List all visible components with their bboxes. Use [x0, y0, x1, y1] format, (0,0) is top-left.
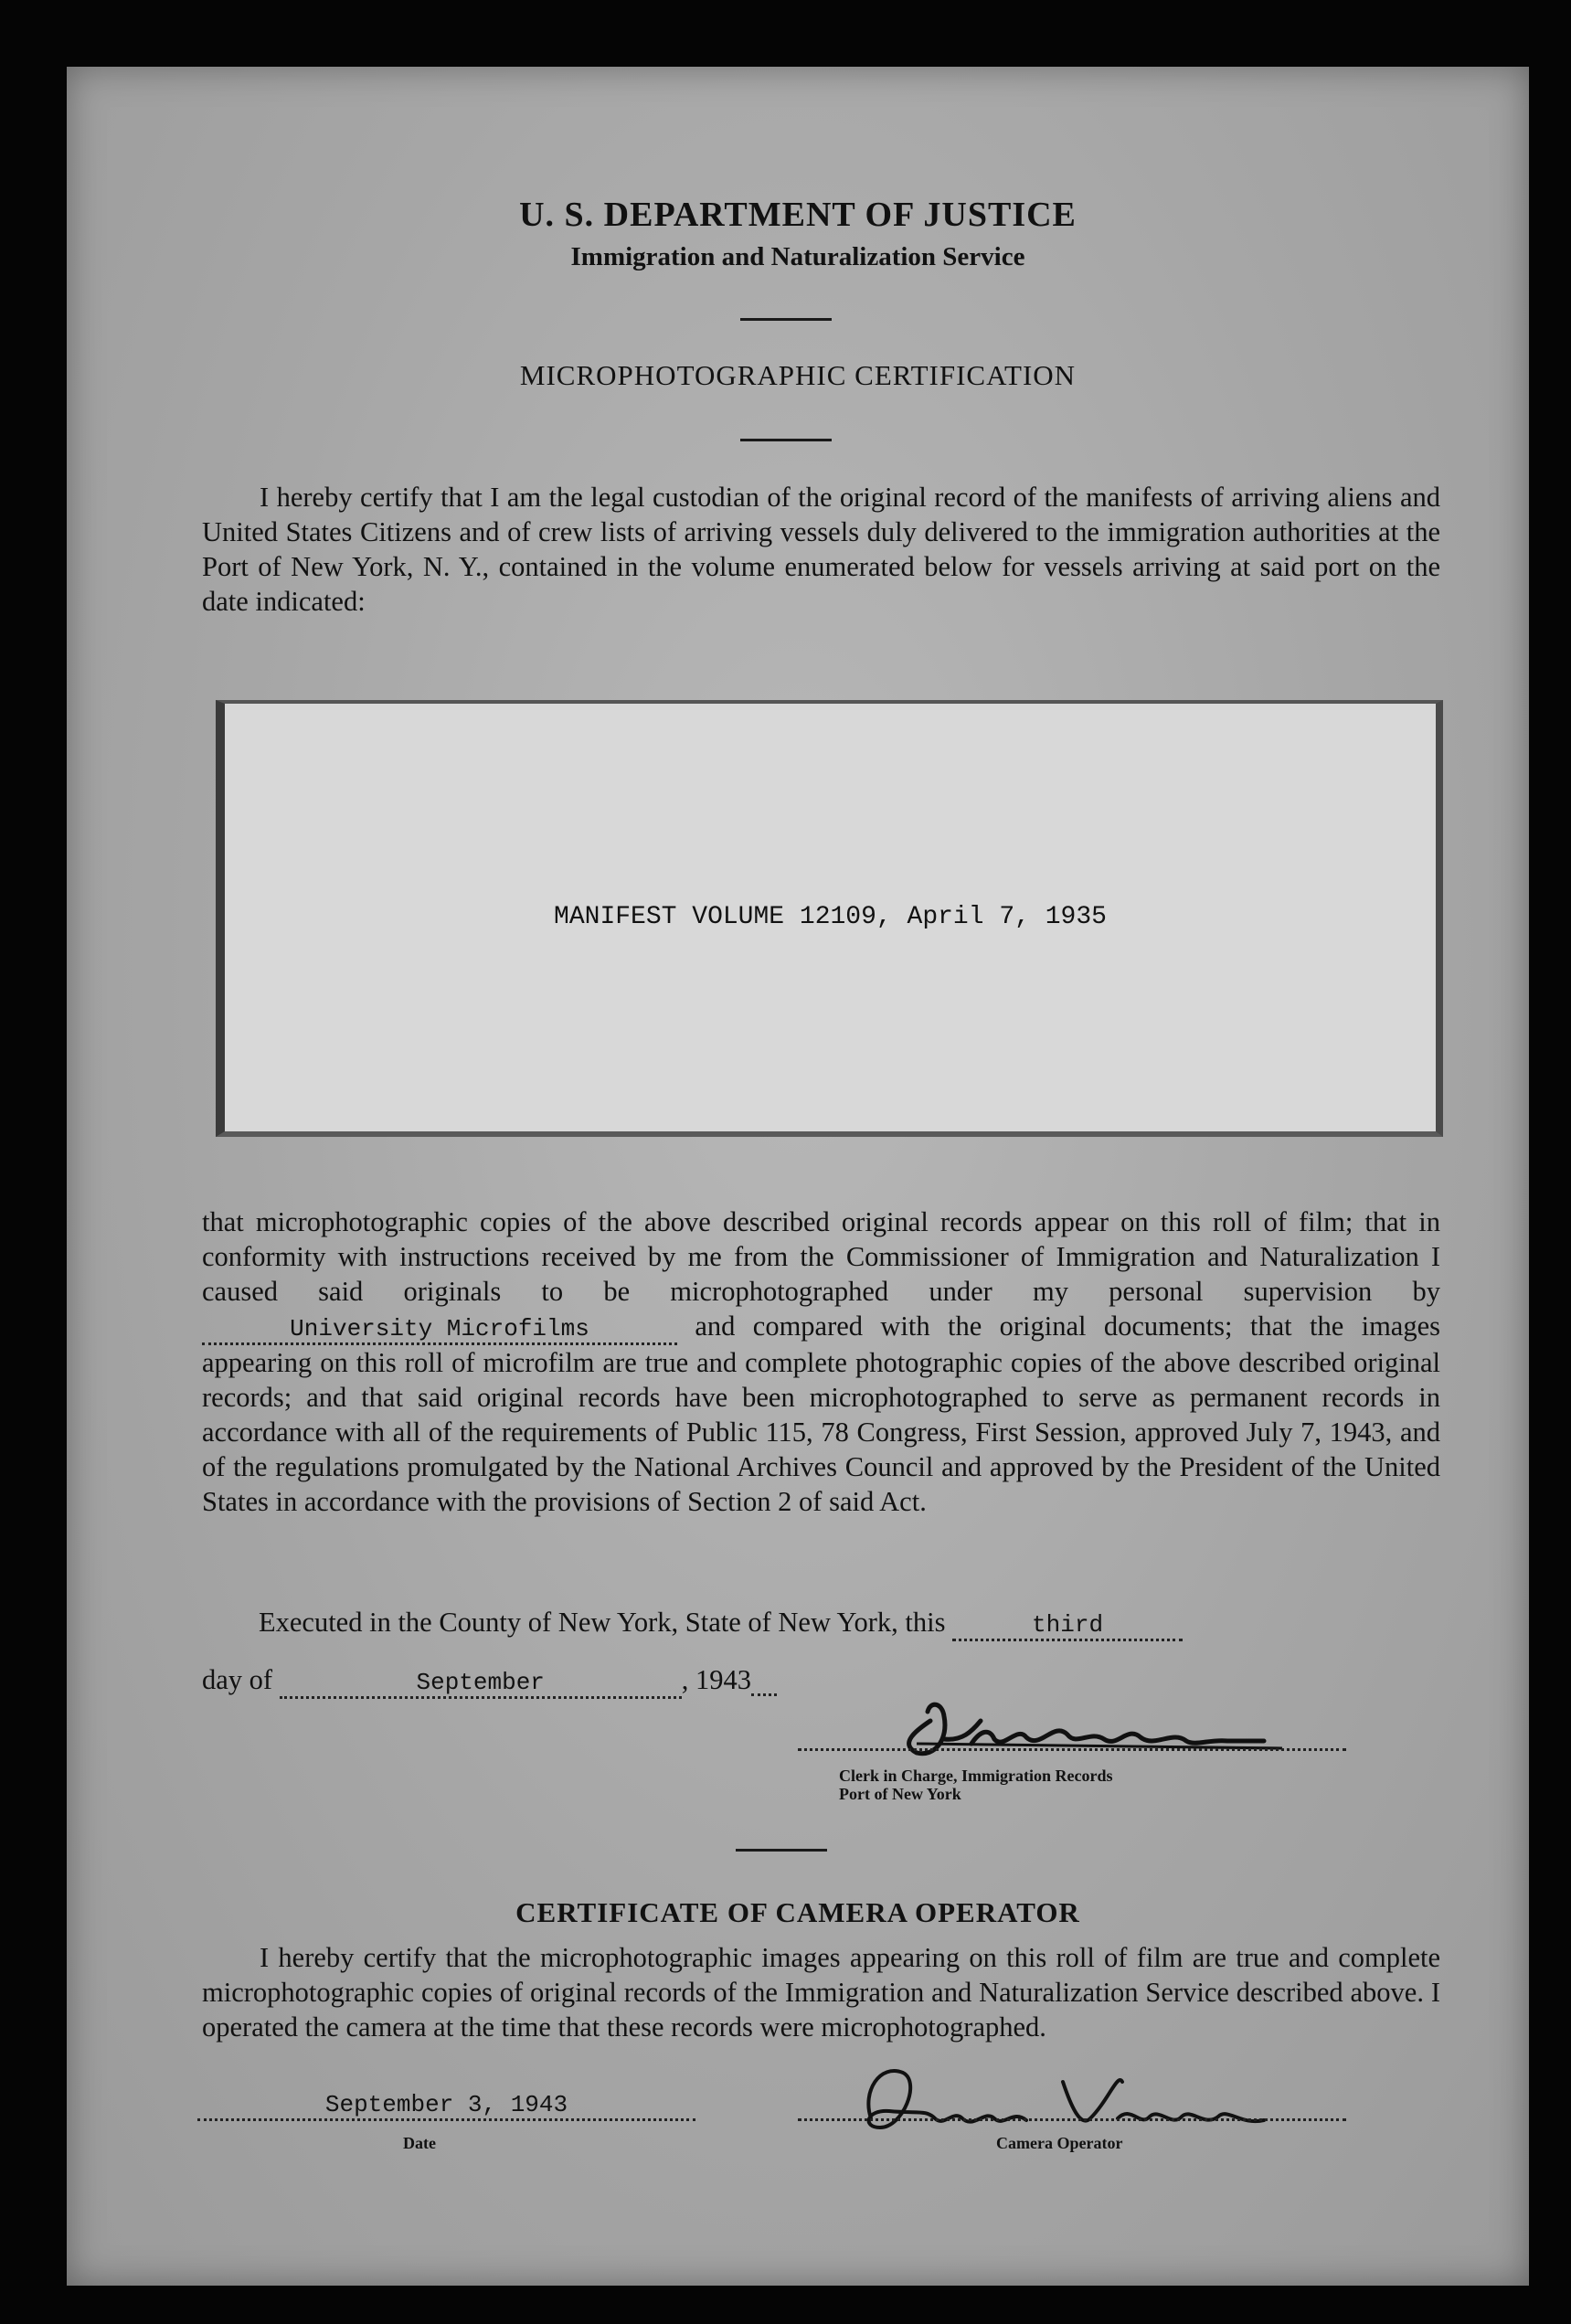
clerk-signature-line — [798, 1748, 1346, 1751]
volume-card-text: MANIFEST VOLUME 12109, April 7, 1935 — [554, 903, 1107, 931]
camera-operator-paragraph: I hereby certify that the microphotographic images appearing on this roll of film are true and complete microphotographic copies of original records of the Immigration and Naturalization Service described above. I operated the camera at the time that these records were microphotographed. — [202, 1942, 1440, 2043]
divider — [740, 318, 832, 321]
camera-operator-label: Camera Operator — [996, 2134, 1123, 2152]
divider — [736, 1849, 827, 1852]
certificate-sheet — [67, 67, 1529, 2286]
execution-line: Executed in the County of New York, State of New York, this third — [259, 1607, 1440, 1641]
clerk-title: Clerk in Charge, Immigration Records Port of New York — [839, 1767, 1113, 1803]
execution-date-line: day of September , 1943 — [202, 1664, 933, 1699]
body-paragraph: that microphotographic copies of the above described original records appear on this roll of film; that in conformity with instructions received by me from the Commissioner of Immigration and Naturalization I caused said originals to be microphotographed under my personal supervision by University Microfilms and compared with the original documents; that the images appearing on this roll of microfilm are true and complete photographic copies of the above described original records; and that said original records have been microphotographed to serve as permanent records in accordance with all of the requirements of Public 115, 78 Congress, First Session, approved July 7, 1943, and of the regulations promulgated by the National Archives Council and approved by the President of the United States in accordance with the provisions of Section 2 of said Act. — [202, 1206, 1440, 1517]
volume-card — [216, 700, 1443, 1137]
service-heading: Immigration and Naturalization Service — [570, 242, 1025, 271]
execution-month-field: September — [280, 1669, 682, 1699]
certification-title: MICROPHOTOGRAPHIC CERTIFICATION — [519, 359, 1077, 391]
operator-date-field: September 3, 1943 — [197, 2091, 695, 2121]
operator-date-line — [197, 2086, 695, 2121]
intro-paragraph: I hereby certify that I am the legal custodian of the original record of the manifests of arriving aliens and United States Citizens and of crew lists of arriving vessels duly delivered to the immigration authorities at the Port of New York, N. Y., contained in the volume enumerated below for vessels arriving at said port on the date indicated: — [202, 482, 1440, 617]
year-dots — [751, 1666, 777, 1696]
supervisor-field: University Microfilms — [202, 1315, 677, 1345]
divider — [740, 439, 832, 441]
department-heading: U. S. DEPARTMENT OF JUSTICE — [519, 196, 1077, 234]
execution-day-field: third — [952, 1611, 1183, 1641]
camera-operator-title: CERTIFICATE OF CAMERA OPERATOR — [515, 1896, 1080, 1928]
operator-signature-line — [798, 2118, 1346, 2121]
date-label: Date — [403, 2134, 436, 2152]
